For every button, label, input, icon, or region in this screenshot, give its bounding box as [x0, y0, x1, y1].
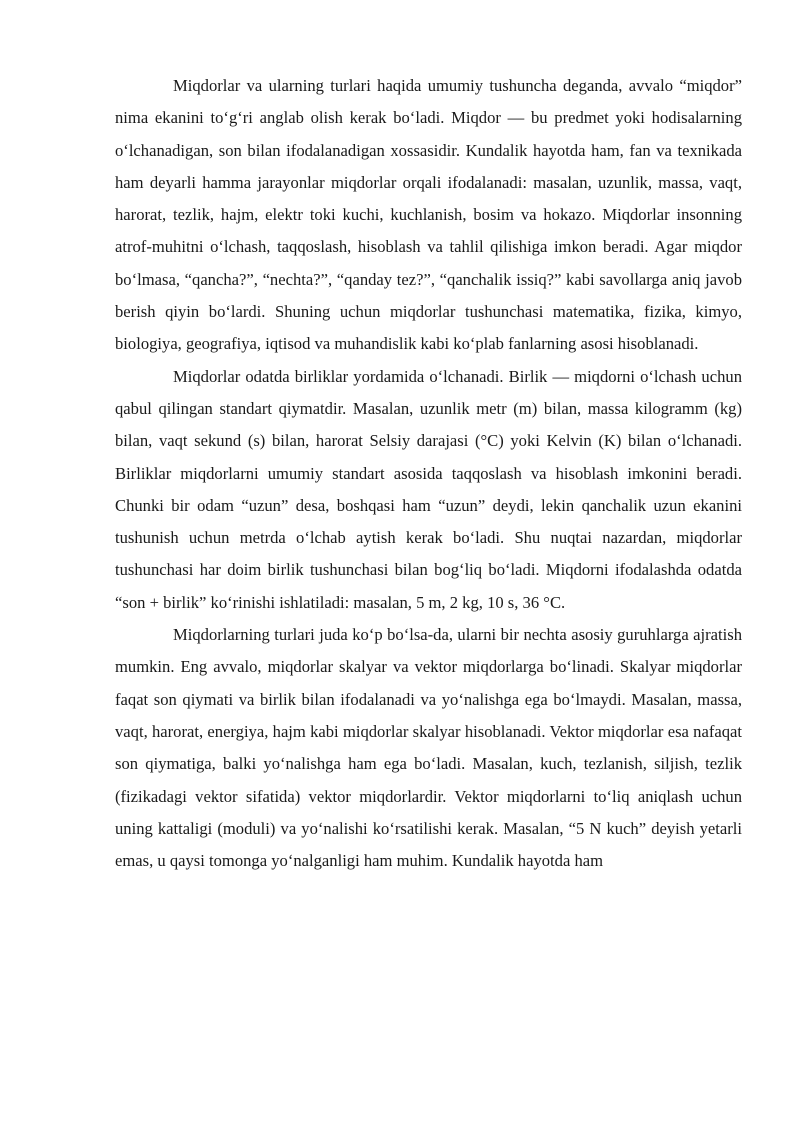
paragraph-1: Miqdorlar va ularning turlari haqida umumiy tushuncha deganda, avvalo “miqdor” nima ekanini to‘g‘ri anglab olish kerak bo‘ladi. Miqdor — bu predmet yoki hodisalarning o‘lchanadigan, son bilan ifodalanadigan xossasidir. Kundalik hayotda ham, fan va texnikada ham deyarli hamma jarayonlar miqdorlar orqali ifodalanadi: masalan, uzunlik, massa, vaqt, harorat, tezlik, hajm, elektr toki kuchi, kuchlanish, bosim va hokazo. Miqdorlar insonning atrof-muhitni o‘lchash, taqqoslash, hisoblash va tahlil qilishiga imkon beradi. Agar miqdor bo‘lmasa, “qancha?”, “nechta?”, “qanday tez?”, “qanchalik issiq?” kabi savollarga aniq javob berish qiyin bo‘lardi. Shuning uchun miqdorlar tushunchasi matematika, fizika, kimyo, biologiya, geografiya, iqtisod va muhandislik kabi ko‘plab fanlarning asosi hisoblanadi. — [115, 76, 742, 354]
document-page — [115, 70, 742, 877]
paragraph-2: Miqdorlar odatda birliklar yordamida o‘lchanadi. Birlik — miqdorni o‘lchash uchun qabul qilingan standart qiymatdir. Masalan, uzunlik metr (m) bilan, massa kilogramm (kg) bilan, vaqt sekund (s) bilan, harorat Selsiy darajasi (°C) yoki Kelvin (K) bilan o‘lchanadi. Birliklar miqdorlarni umumiy standart asosida taqqoslash va hisoblash imkonini beradi. Chunki bir odam “uzun” desa, boshqasi ham “uzun” deydi, lekin qanchalik uzun ekanini tushunish uchun metrda o‘lchab aytish kerak bo‘ladi. Shu nuqtai nazardan, miqdorlar tushunchasi har doim birlik tushunchasi bilan bog‘liq bo‘ladi. Miqdorni ifodalashda odatda “son + birlik” ko‘rinishi ishlatiladi: masalan, 5 m, 2 kg, 10 s, 36 °C. — [115, 366, 742, 612]
paragraph-3: Miqdorlarning turlari juda ko‘p bo‘lsa-da, ularni bir nechta asosiy guruhlarga ajratish mumkin. Eng avvalo, miqdorlar skalyar va vektor miqdorlarga bo‘linadi. Skalyar miqdorlar faqat son qiymati va birlik bilan ifodalanadi va yo‘nalishga ega bo‘lmaydi. Masalan, massa, vaqt, harorat, energiya, hajm kabi miqdorlar skalyar hisoblanadi. Vektor miqdorlar esa nafaqat son qiymatiga, balki yo‘nalishga ham ega bo‘ladi. Masalan, kuch, tezlanish, siljish, tezlik (fizikadagi vektor sifatida) vektor miqdorlardir. Vektor miqdorlarni to‘liq aniqlash uchun uning kattaligi (moduli) va yo‘nalishi ko‘rsatilishi kerak. Masalan, “5 N kuch” deyish yetarli emas, u qaysi tomonga yo‘nalganligi ham muhim. Kundalik hayotda ham — [115, 625, 742, 871]
